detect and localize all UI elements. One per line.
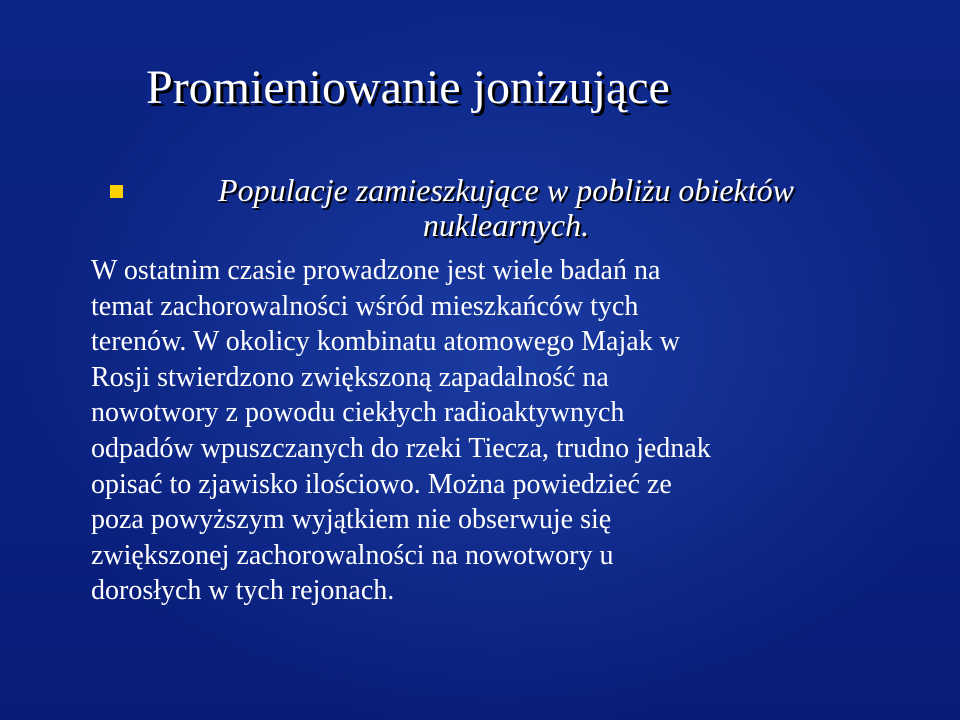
body-line: zwiększonej zachorowalności na nowotwory u <box>91 539 614 571</box>
slide-title: Promieniowanie jonizujące <box>146 61 670 114</box>
body-line: W ostatnim czasie prowadzone jest wiele badań na <box>91 255 661 286</box>
body-line: temat zachorowalności wśród mieszkańców tych <box>91 290 639 322</box>
body-line: dorosłych w tych rejonach. <box>91 575 395 607</box>
bullet-item <box>110 173 890 243</box>
square-bullet-icon <box>110 185 123 198</box>
body-paragraph <box>91 253 911 609</box>
body-line: poza powyższym wyjątkiem nie obserwuje się <box>91 504 612 536</box>
body-line: Rosji stwierdzono zwiększoną zapadalność na <box>91 361 609 393</box>
body-line: nowotwory z powodu ciekłych radioaktywnych <box>91 397 625 429</box>
body-line: odpadów wpuszczanych do rzeki Tiecza, trudno jednak <box>91 432 711 464</box>
bullet-text-line-2: nuklearnych. <box>422 207 590 243</box>
body-line: opisać to zjawisko ilościowo. Można powiedzieć ze <box>91 468 672 500</box>
bullet-text <box>146 173 866 243</box>
body-line: terenów. W okolicy kombinatu atomowego Majak w <box>91 326 680 358</box>
bullet-text-line-1: Populacje zamieszkujące w pobliżu obiektów <box>218 172 794 208</box>
